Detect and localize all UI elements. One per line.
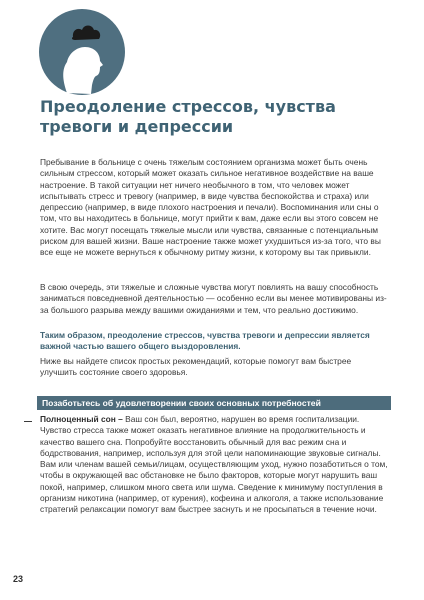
- sleep-recommendation-text: Ваш сон был, вероятно, нарушен во время госпитализации. Чувство стресса также может оказать негативное влияние на продолжительность и качество вашего сна. Попробуйте восстановить обычный для вас режим сна и бодрствования, например, используя для этой цели напоминающие звуковые сигналы. Вам или членам вашей семьи/лицам, осуществляющим уход, нужно позаботиться о том, чтобы в окружающей вас обстановке не было факторов, которые могут нарушить ваш покой, например, слишком много света или шума. Сведение к минимуму поступления в организм никотина (например, от курения), кофеина и алкоголя, а также использование стратегий релаксации помогут вам быстрее заснуть и не просыпаться в течение ночи.: [40, 414, 388, 515]
- head-with-cloud-icon: [39, 9, 125, 95]
- intro-paragraph: Пребывание в больнице с очень тяжелым состоянием организма может быть очень сильным стрессом, который может оказать сильное негативное воздействие на ваше настроение. В такой ситуации нет ничего необычного в том, что человек может испытывать стресс и тревогу (например, в виде чувства беспокойства и страха) или депрессию (например, в виде плохого настроения и печали). Воспоминания или сны о том, что вы находитесь в больнице, могут прийти к вам, даже если вы этого совсем не хотите. Вас могут посещать тяжелые мысли или чувства, связанные с потенциальным риском для вашей жизни. Ваше настроение также может ухудшиться из-за того, что вы все еще не можете вернуться к обычному ритму жизни, к которому вы так привыкли.: [40, 157, 381, 258]
- page-title: Преодоление стрессов, чувства тревоги и депрессии: [40, 97, 336, 136]
- page-number: 23: [13, 574, 24, 584]
- sleep-recommendation: [40, 414, 390, 516]
- feelings-paragraph: В свою очередь, эти тяжелые и сложные чувства могут повлиять на вашу способность заниматься повседневной деятельностью — особенно если вы менее мотивированы из-за большого разрыва между вашими ожиданиями и тем, что реально достижимо.: [40, 282, 387, 315]
- section-heading: Позаботьтесь об удовлетворении своих основных потребностей: [42, 398, 321, 408]
- bullet-marker: [24, 421, 32, 422]
- sleep-recommendation-lead: Полноценный сон –: [40, 414, 123, 424]
- section-heading-bar: [37, 396, 391, 410]
- conclusion-paragraph: Таким образом, преодоление стрессов, чувства тревоги и депрессии является важной частью вашего общего выздоровления.: [40, 330, 370, 352]
- recommendations-intro: Ниже вы найдете список простых рекомендаций, которые помогут вам быстрее улучшить состояние своего здоровья.: [40, 356, 352, 378]
